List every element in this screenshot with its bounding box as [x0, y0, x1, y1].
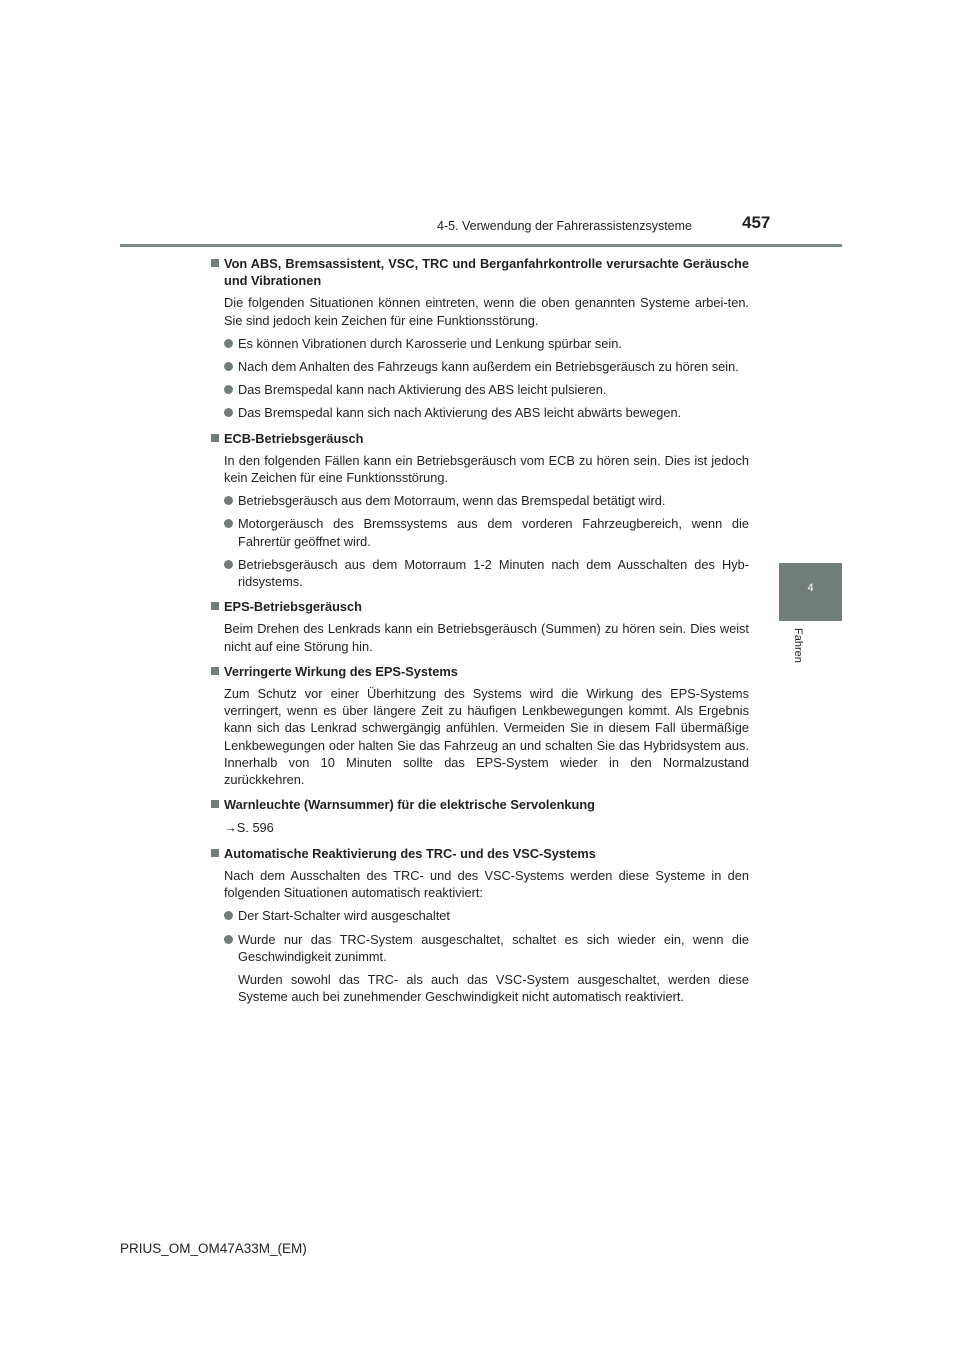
list-item-text: Nach dem Anhalten des Fahrzeugs kann außerdem ein Betriebsgeräusch zu hören sein. — [238, 359, 739, 375]
round-bullet-icon — [224, 385, 233, 394]
heading-text: ECB-Betriebsgeräusch — [224, 430, 364, 446]
paragraph: Nach dem Ausschalten des TRC- und des VSC-Systems werden diese Systeme in den folgenden Situationen automatisch reaktiviert: — [224, 867, 749, 901]
list-item-text: Betriebsgeräusch aus dem Motorraum, wenn das Bremspedal betätigt wird. — [238, 493, 666, 509]
round-bullet-icon — [224, 339, 233, 348]
section-heading — [211, 663, 749, 680]
heading-text: Verringerte Wirkung des EPS-Systems — [224, 663, 458, 679]
heading-text: Automatische Reaktivierung des TRC- und des VSC-Systems — [224, 845, 596, 861]
section-heading — [211, 430, 749, 447]
round-bullet-icon — [224, 519, 233, 528]
chapter-tab[interactable] — [779, 563, 842, 621]
page-reference-link[interactable]: →S. 596 — [224, 820, 274, 836]
round-bullet-icon — [224, 362, 233, 371]
list-item — [211, 358, 749, 375]
round-bullet-icon — [224, 408, 233, 417]
list-item-text: Das Bremspedal kann sich nach Aktivierung des ABS leicht abwärts bewegen. — [238, 405, 682, 421]
paragraph: Die folgenden Situationen können eintreten, wenn die oben genannten Systeme arbei-ten. Sie sind jedoch kein Zeichen für eine Funktionsstörung. — [224, 295, 749, 328]
list-item — [211, 907, 749, 924]
paragraph: Zum Schutz vor einer Überhitzung des Systems wird die Wirkung des EPS-Systems verringert, wenn es über längere Zeit zu häufigen Lenkbewegungen kommt. Als Ergebnis kann sich das Lenkrad schwergängig anfühlen. Vermeiden Sie in diesem Fall übermäßige Lenkbewegungen oder halten Sie das Fahrzeug an und schalten Sie das Hybridsystem aus. Innerhalb von 10 Minuten sollte das EPS-System wieder in den Normalzustand zurückkehren. — [224, 686, 749, 788]
section-title: 4-5. Verwendung der Fahrerassistenzsysteme — [437, 219, 692, 233]
list-item-text: Wurde nur das TRC-System ausgeschaltet, schaltet es sich wieder ein, wenn die Geschwindigkeit zunimmt. — [238, 931, 749, 964]
list-item — [211, 492, 749, 509]
square-bullet-icon — [211, 800, 219, 808]
list-item — [211, 515, 749, 549]
round-bullet-icon — [224, 935, 233, 944]
footer-document-code: PRIUS_OM_OM47A33M_(EM) — [120, 1241, 307, 1256]
list-item-text: Motorgeräusch des Bremssystems aus dem vorderen Fahrzeugbereich, wenn die Fahrertür geöffnet wird. — [238, 516, 749, 549]
section-heading — [211, 796, 749, 813]
chapter-label: Fahren — [792, 628, 804, 663]
paragraph: Beim Drehen des Lenkrads kann ein Betriebsgeräusch (Summen) zu hören sein. Dies weist nicht auf eine Störung hin. — [224, 621, 749, 654]
square-bullet-icon — [211, 667, 219, 675]
round-bullet-icon — [224, 496, 233, 505]
round-bullet-icon — [224, 911, 233, 920]
note-paragraph: Wurden sowohl das TRC- als auch das VSC-System ausgeschaltet, werden diese Systeme auch bei zunehmender Geschwindigkeit nicht automatisch reaktiviert. — [238, 971, 749, 1005]
header-divider — [120, 244, 842, 247]
paragraph: In den folgenden Fällen kann ein Betriebsgeräusch vom ECB zu hören sein. Dies ist jedoch kein Zeichen für eine Funktionsstörung. — [224, 452, 749, 486]
section-heading — [211, 845, 749, 862]
page-content — [211, 255, 749, 1005]
chapter-number: 4 — [807, 582, 814, 594]
heading-text: Von ABS, Bremsassistent, VSC, TRC und Berganfahrkontrolle verursachte Geräusche und Vibrationen — [224, 256, 749, 289]
square-bullet-icon — [211, 849, 219, 857]
list-item-text: Das Bremspedal kann nach Aktivierung des ABS leicht pulsieren. — [238, 382, 607, 398]
list-item — [211, 404, 749, 421]
section-heading — [211, 598, 749, 615]
heading-text: EPS-Betriebsgeräusch — [224, 599, 362, 615]
list-item — [211, 335, 749, 352]
list-item-text: Betriebsgeräusch aus dem Motorraum 1-2 Minuten nach dem Ausschalten des Hyb-ridsystems. — [238, 556, 749, 590]
page-number: 457 — [742, 213, 771, 232]
section-heading — [211, 255, 749, 289]
square-bullet-icon — [211, 259, 219, 267]
square-bullet-icon — [211, 434, 219, 442]
round-bullet-icon — [224, 560, 233, 569]
list-item — [211, 556, 749, 590]
list-item-text: Der Start-Schalter wird ausgeschaltet — [238, 908, 450, 924]
square-bullet-icon — [211, 602, 219, 610]
list-item-text: Es können Vibrationen durch Karosserie und Lenkung spürbar sein. — [238, 335, 622, 351]
heading-text: Warnleuchte (Warnsummer) für die elektrische Servolenkung — [224, 797, 595, 813]
list-item — [211, 931, 749, 965]
list-item — [211, 381, 749, 398]
